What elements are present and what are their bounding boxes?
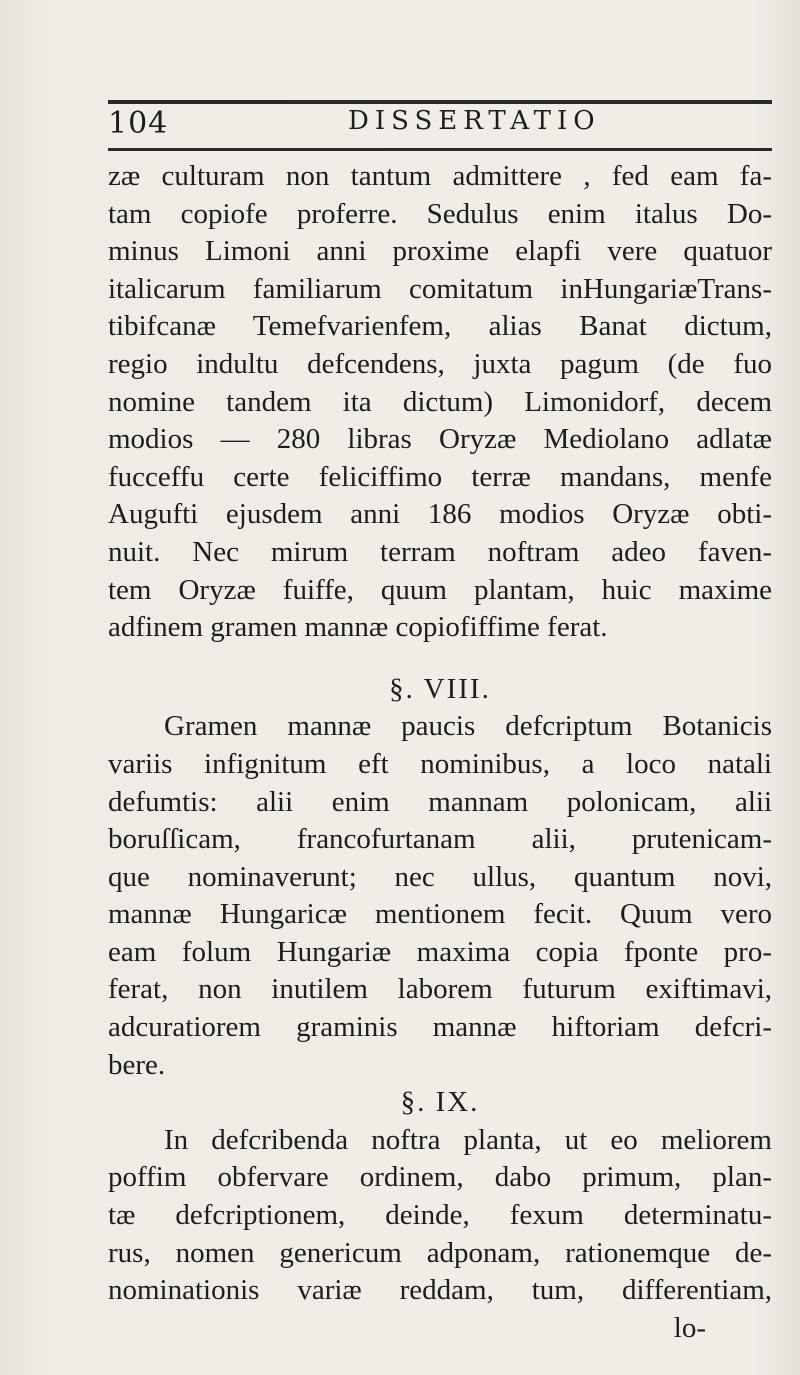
text-line: Gramen mannæ paucis defcriptum Botanicis xyxy=(164,710,772,743)
text-line: poffim obfervare ordinem, dabo primum, plan- xyxy=(108,1161,772,1194)
text-line: mannæ Hungaricæ mentionem fecit. Quum vero xyxy=(108,898,772,931)
text-line: tem Oryzæ fuiffe, quum plantam, huic maxime xyxy=(108,573,772,606)
text-line: Augufti ejusdem anni 186 modios Oryzæ obti- xyxy=(108,498,772,531)
text-line: boruſſicam, francofurtanam alii, prutenicam- xyxy=(108,823,772,856)
section-gap xyxy=(108,647,772,671)
text-line: regio indultu defcendens, juxta pagum (de fuo xyxy=(108,347,772,380)
text-line: ferat, non inutilem laborem futurum exiftimavi, xyxy=(108,973,772,1006)
header-rule-bottom xyxy=(108,148,772,151)
text-line: variis infignitum eft nominibus, a loco natali xyxy=(108,747,772,780)
text-line: defumtis: alii enim mannam polonicam, alii xyxy=(108,785,772,818)
catchword: lo- xyxy=(673,1311,706,1344)
text-line: fucceffu certe feliciffimo terræ mandans, menfe xyxy=(108,460,772,493)
running-head: DISSERTATIO xyxy=(348,106,601,136)
text-line: que nominaverunt; nec ullus, quantum novi, xyxy=(108,860,772,893)
body-text xyxy=(108,158,772,1347)
text-line: nomine tandem ita dictum) Limonidorf, decem xyxy=(108,385,772,418)
text-line: nuit. Nec mirum terram noftram adeo faven- xyxy=(108,535,772,568)
header-rule-top xyxy=(108,100,772,104)
text-line: adcuratiorem graminis mannæ hiftoriam defcri- xyxy=(108,1011,772,1044)
text-line: modios — 280 libras Oryzæ Mediolano adlatæ xyxy=(108,423,772,456)
text-line: italicarum familiarum comitatum inHungariæTrans- xyxy=(108,272,772,305)
text-line: nominationis variæ reddam, tum, differentiam, xyxy=(108,1274,772,1307)
text-line: zæ culturam non tantum admittere , fed eam fa- xyxy=(108,160,772,192)
text-line: minus Limoni anni proxime elapfi vere quatuor xyxy=(108,235,772,268)
page-number: 104 xyxy=(108,106,169,141)
text-line: eam folum Hungariæ maxima copia fponte pro- xyxy=(108,935,772,968)
text-line: tam copiofe proferre. Sedulus enim italus Do- xyxy=(108,197,772,230)
text-line: tæ defcriptionem, deinde, fexum determinatu- xyxy=(108,1199,772,1232)
section-heading: §. IX. xyxy=(400,1086,480,1119)
text-line: rus, nomen genericum adponam, rationemque de- xyxy=(108,1236,772,1269)
text-line: adfinem gramen mannæ copiofiffime ferat. xyxy=(108,611,608,644)
text-line: bere. xyxy=(108,1048,166,1081)
text-line: tibifcanæ Temefvarienfem, alias Banat dictum, xyxy=(108,310,772,343)
text-line: In defcribenda noftra planta, ut eo meliorem xyxy=(164,1123,772,1156)
section-heading: §. VIII. xyxy=(389,672,491,705)
